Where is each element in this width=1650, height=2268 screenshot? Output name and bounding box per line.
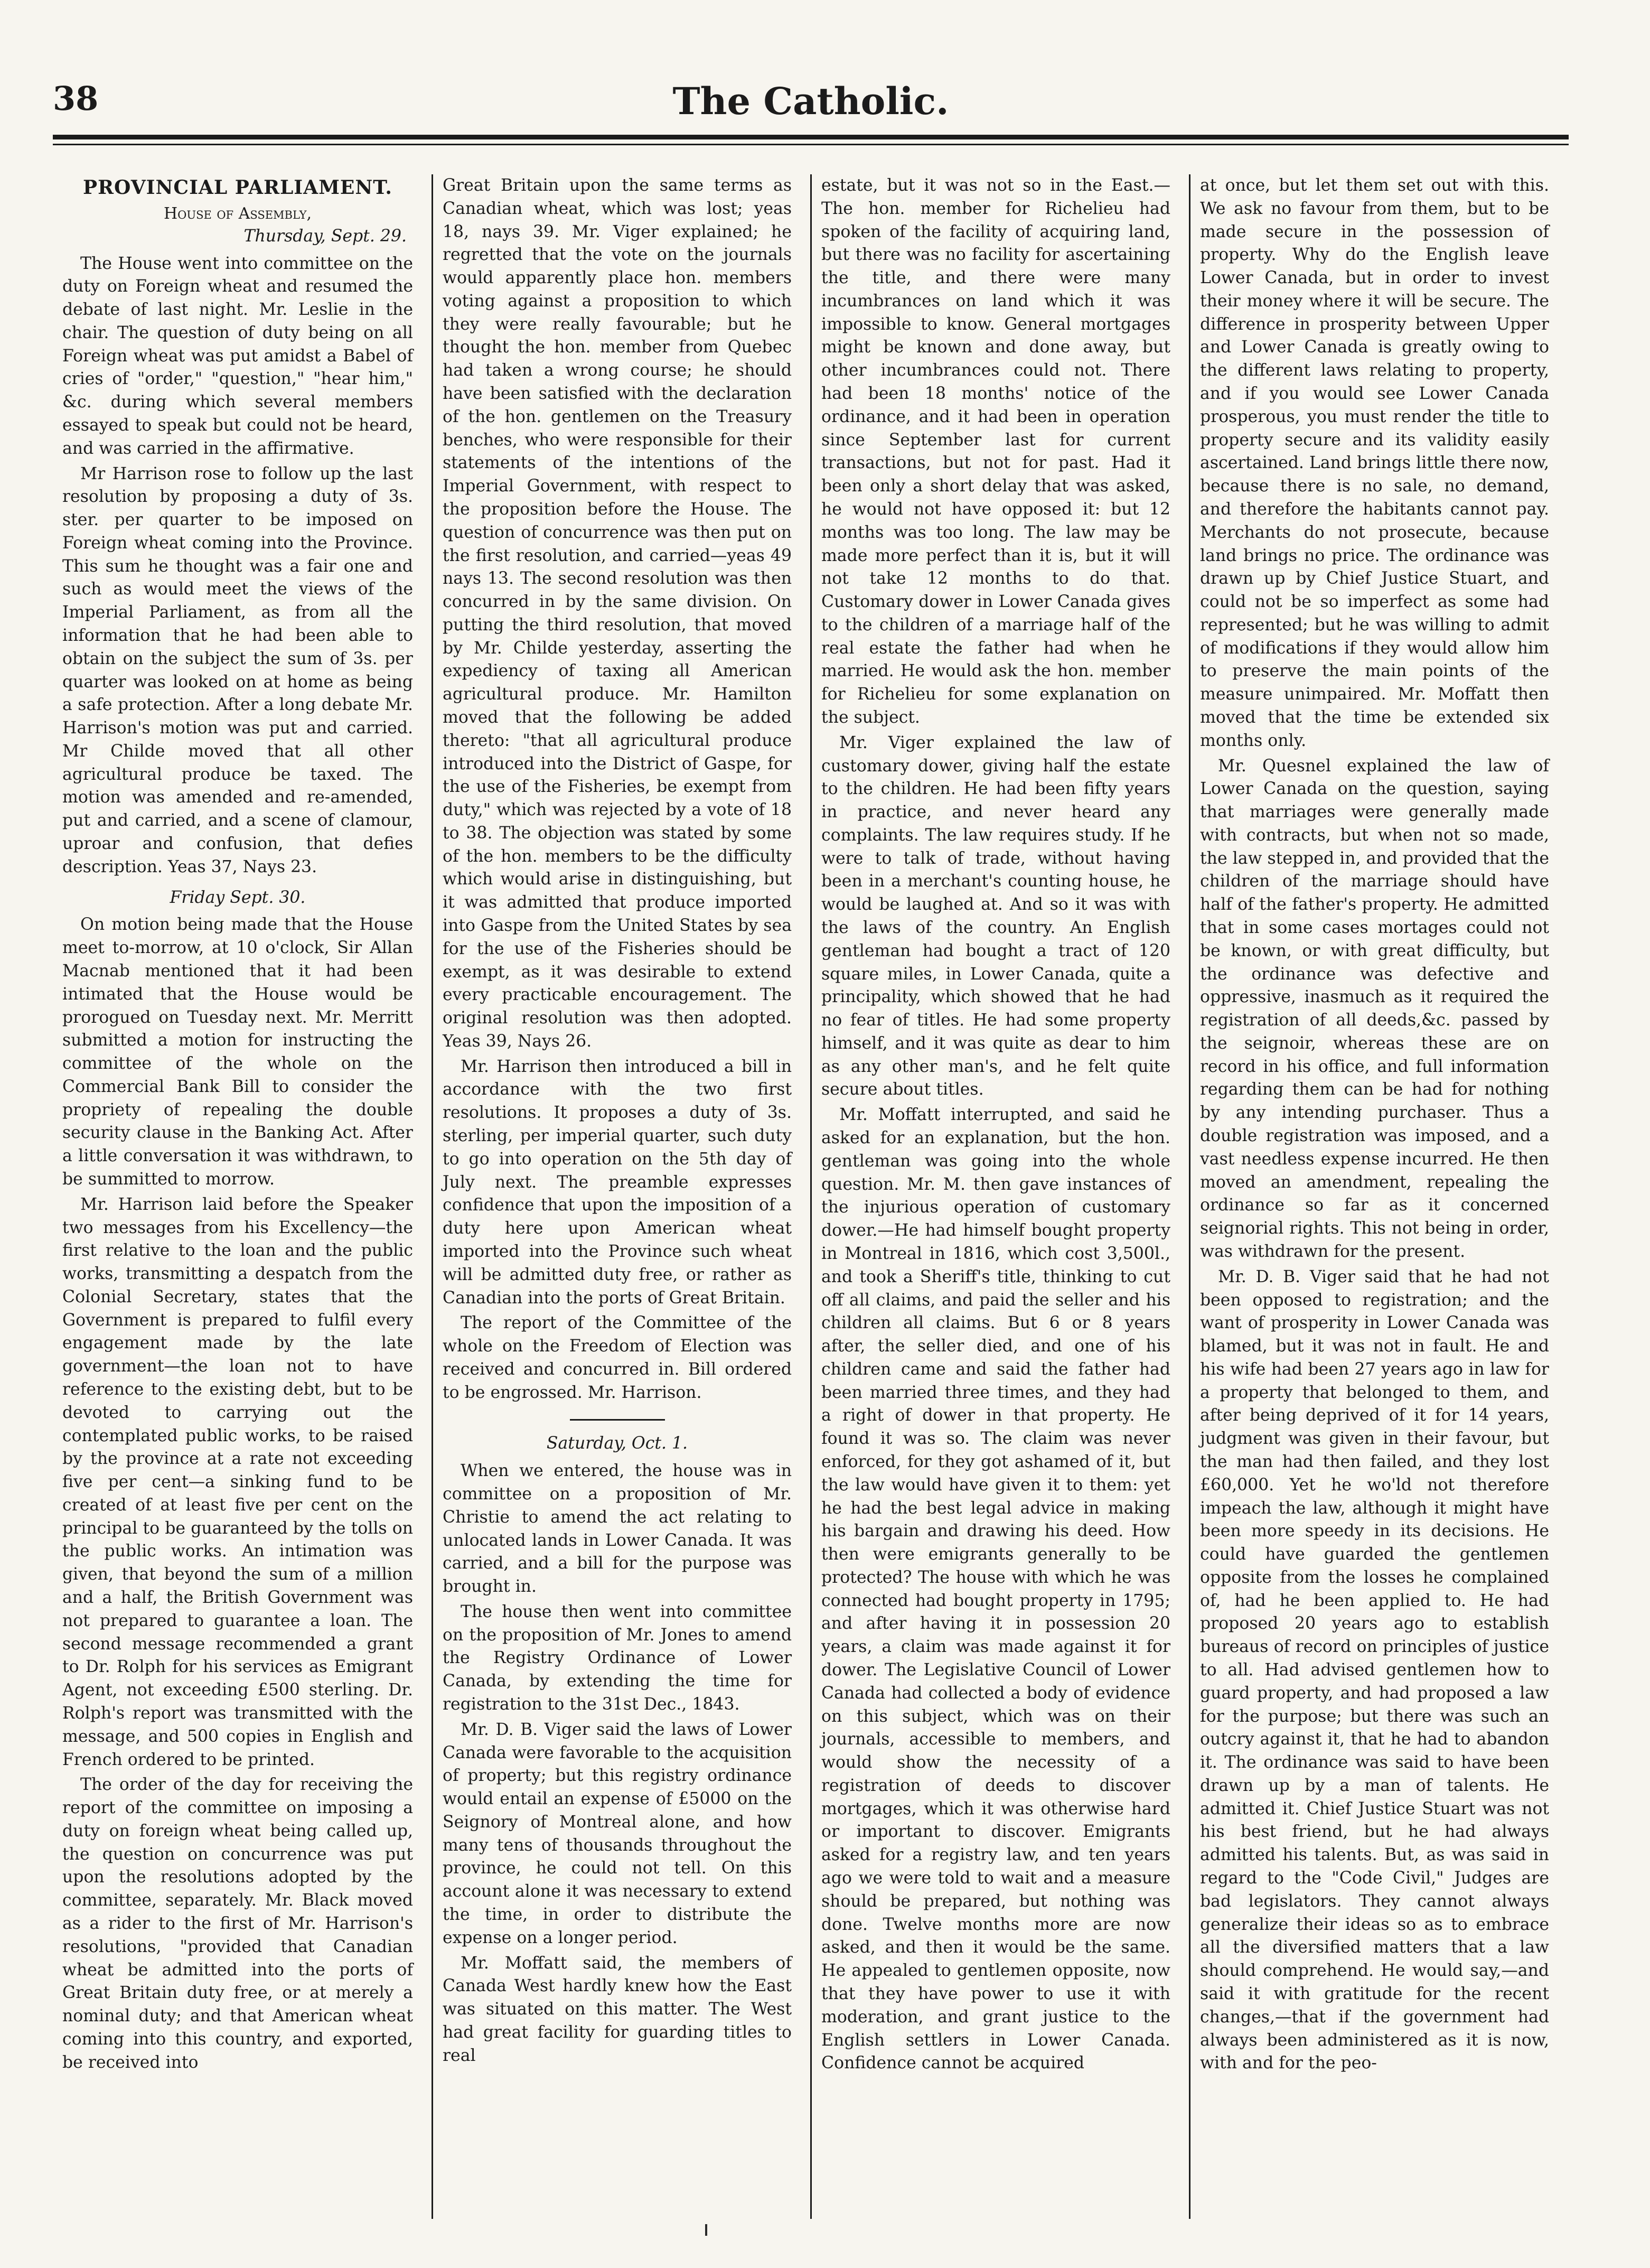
header-rule-thin <box>53 144 1569 145</box>
section-subtitle: House of Assembly, <box>164 204 312 223</box>
page-header <box>53 79 1569 137</box>
paragraph: Mr. Harrison laid before the Speaker two messages from his Excellency—the first relative to the loan and the public works, transmitting a despatch from the Colonial Secretary, states that the Government is prepared to fulfil every engagement made by the late government—the loan not to have reference to the existing debt, but to be devoted to carrying out the contemplated public works, to be raised by the province at a rate not exceeding five per cent—a sinking fund to be created of at least five per cent on the principal to be guaranteed by the tolls on the public works. An intimation was given, that beyond the sum of a million and a half, the British Government was not prepared to guarantee a loan. The second message recommended a grant to Dr. Rolph for his services as Emigrant Agent, not exceeding £500 sterling. Dr. Rolph's report was transmitted with the message, and 500 copies in English and French ordered to be printed. <box>62 1194 413 1769</box>
paragraph: On motion being made that the House meet to-morrow, at 10 o'clock, Sir Allan Macnab mentioned that it had been intimated that the House would be prorogued on Tuesday next. Mr. Merritt submitted a motion for instructing the committee of the whole on the Commercial Bank Bill to consider the propriety of repealing the double security clause in the Banking Act. After a little conversation it was withdrawn, to be summitted to morrow. <box>62 915 413 1189</box>
column-4 <box>1189 174 1559 2219</box>
footer-mark <box>705 2224 707 2236</box>
paragraph: Mr. Viger explained the law of customary dower, giving half the estate to the children. He had been fifty years in practice, and never heard any complaints. The law requires study. If he were to talk of trade, without having been in a merchant's counting house, he would be laughed at. And so it was with the laws of the country. An English gentleman had bought a tract of 120 square miles, in Lower Canada, quite a principality, which showed that he had no fear of titles. He had some property himself, and it was quite as dear to him as any other man's, and he felt quite secure about titles. <box>821 733 1170 1099</box>
paragraph: Mr Harrison rose to follow up the last resolution by proposing a duty of 3s. ster. per quarter to be imposed on Foreign wheat coming into the Province. This sum he thought was a fair one and such as would meet the views of the Imperial Parliament, as from all the information that he had been able to obtain on the subject the sum of 3s. per quarter was looked on at home as being a safe protection. After a long debate Mr. Harrison's motion was put and carried. Mr Childe moved that all other agricultural produce be taxed. The motion was amended and re-amended, put and carried, and a scene of clamour, uproar and confusion, that defies description. Yeas 37, Nays 23. <box>62 464 413 876</box>
paragraph: Mr. D. B. Viger said that he had not been opposed to registration; and the want of prosperity in Lower Canada was blamed, but it was not in fault. He and his wife had been 27 years ago in law for a property that belonged to them, and after being deprived of it for 14 years, judgment was given in their favour, but the man had then failed, and they lost £60,000. Yet he wo'ld not therefore impeach the law, although it might have been more speedy in its decisions. He could have guarded the gentlemen opposite from the losses he complained of, had he been applied to. He had proposed 20 years ago to establish bureaus of record on principles of justice to all. Had advised gentlemen how to guard property, and had proposed a law for the purpose; but there was such an outcry against it, that he had to abandon it. The ordinance was said to have been drawn up by a man of talents. He admitted it. Chief Justice Stuart was not his best friend, but he had always admitted his talents. But, as was said in regard to the "Code Civil," Judges are bad legislators. They cannot always generalize their ideas so as to embrace all the diversified matters that a law should comprehend. He would say,—and said it with gratitude for the recent changes,—that if the government had always been administered as it is now, with and for the peo- <box>1200 1267 1549 2073</box>
paragraph: estate, but it was not so in the East.—The hon. member for Richelieu had spoken of the facility of acquiring land, but there was no facility for ascertaining the title, and there were many incumbrances on land which it was impossible to know. General mortgages might be known and done away, but other incumbrances could not. There had been 18 months' notice of the ordinance, and it had been in operation since September last for current transactions, but not for past. Had it been only a short delay that was asked, he would not have opposed it: but 12 months was too long. The law may be made more perfect than it is, but it will not take 12 months to do that. Customary dower in Lower Canada gives to the children of a marriage half of the real estate the father had when he married. He would ask the hon. member for Richelieu for some explanation on the subject. <box>821 176 1170 727</box>
paragraph: Mr. Harrison then introduced a bill in accordance with the two first resolutions. It proposes a duty of 3s. sterling, per imperial quarter, such duty to go into operation on the 5th day of July next. The preamble expresses confidence that upon the imposition of a duty here upon American wheat imported into the Province such wheat will be admitted duty free, or rather as Canadian into the ports of Great Britain. <box>443 1057 792 1308</box>
dateline-friday: Friday Sept. 30. <box>170 888 306 907</box>
section-title: PROVINCIAL PARLIAMENT. <box>83 176 392 199</box>
column-1 <box>53 174 423 2219</box>
article-columns <box>53 174 1569 2219</box>
dateline-thursday: Thursday, Sept. 29. <box>243 226 407 246</box>
paragraph: Mr. Moffatt said, the members of Canada West hardly knew how the East was situated on this matter. The West had great facility for guarding titles to real <box>443 1953 792 2065</box>
paragraph: at once, but let them set out with this. We ask no favour from them, but to be made secure in the possession of property. Why do the English leave Lower Canada, but in order to invest their money where it will be secure. The difference in prosperity between Upper and Lower Canada is greatly owing to the different laws relating to property, and if you would see Lower Canada prosperous, you must render the title to property secure and its validity easily ascertained. Land brings little there now, because there is no sale, no demand, and therefore the habitants cannot pay. Merchants do not prosecute, because land brings no price. The ordinance was drawn up by Chief Justice Stuart, and could not be so imperfect as some had represented; but he was willing to admit of modifications if they would allow him to preserve the main points of the measure unimpaired. Mr. Moffatt then moved that the time be extended six months only. <box>1200 176 1549 750</box>
paragraph: The House went into committee on the duty on Foreign wheat and resumed the debate of last night. Mr. Leslie in the chair. The question of duty being on all Foreign wheat was put amidst a Babel of cries of "order," "question," "hear him," &c. during which several members essayed to speak but could not be heard, and was carried in the affirmative. <box>62 254 413 458</box>
paragraph: The report of the Committee of the whole on the Freedom of Election was received and concurred in. Bill ordered to be engrossed. Mr. Harrison. <box>443 1313 792 1402</box>
column-3 <box>810 174 1180 2219</box>
paragraph: Great Britain upon the same terms as Canadian wheat, which was lost; yeas 18, nays 39. Mr. Viger explained; he regretted that the vote on the journals would apparently place hon. members voting against a proposition to which they were really favourable; but he thought the hon. member from Quebec had taken a wrong course; he should have been satisfied with the declaration of the hon. gentlemen on the Treasury benches, who were responsible for their statements of the intentions of the Imperial Government, with respect to the proposition before the House. The question of concurrence was then put on the first resolution, and carried—yeas 49 nays 13. The second resolution was then concurred in by the same division. On putting the third resolution, that moved by Mr. Childe yesterday, asserting the expediency of taxing all American agricultural produce. Mr. Hamilton moved that the following be added thereto: "that all agricultural produce introduced into the District of Gaspe, for the use of the Fisheries, be exempt from duty," which was rejected by a vote of 18 to 38. The objection was stated by some of the hon. members to be the difficulty which would arise in distinguishing, but it was admitted that produce imported into Gaspe from the United States by sea for the use of the Fisheries should be exempt, as it was desirable to extend every practicable encouragement. The original resolution was then adopted. Yeas 39, Nays 26. <box>443 176 792 1051</box>
paragraph: Mr. D. B. Viger said the laws of Lower Canada were favorable to the acquisition of property; but this registry ordinance would entail an expense of £5000 on the Seignory of Montreal alone, and how many tens of thousands throughout the province, he could not tell. On this account alone it was necessary to extend the time, in order to distribute the expense on a longer period. <box>443 1720 792 1947</box>
dateline-saturday: Saturday, Oct. 1. <box>546 1434 688 1453</box>
paragraph: The house then went into committee on the proposition of Mr. Jones to amend the Registry Ordinance of Lower Canada, by extending the time for registration to the 31st Dec., 1843. <box>443 1602 792 1714</box>
paragraph: Mr. Quesnel explained the law of Lower Canada on the question, saying that marriages were generally made with contracts, but when not so made, the law stepped in, and provided that the children of the marriage should have half of the father's property. He admitted that in some cases mortages could not be known, or with great difficulty, but the ordinance was defective and oppressive, inasmuch as it required the registration of all deeds,&c. passed by the seignoir, whereas these are on record in his office, and full information regarding them can be had for nothing by any intending purchaser. Thus a double registration was imposed, and a vast needless expense incurred. He then moved an amendment, repealing the ordinance so far as it concerned seignorial rights. This not being in order, was withdrawn for the present. <box>1200 756 1549 1261</box>
page-number: 38 <box>53 79 99 118</box>
section-divider <box>570 1419 665 1421</box>
paragraph: The order of the day for receiving the report of the committee on imposing a duty on foreign wheat being called up, the question on concurrence was put upon the resolutions adopted by the committee, separately. Mr. Black moved as a rider to the first of Mr. Harrison's resolutions, "provided that Canadian wheat be admitted into the ports of Great Britain duty free, or at merely a nominal duty; and that American wheat coming into this country, and exported, be received into <box>62 1775 413 2072</box>
column-2 <box>432 174 801 2219</box>
paragraph: When we entered, the house was in committee on a proposition of Mr. Christie to amend the act relating to unlocated lands in Lower Canada. It was carried, and a bill for the purpose was brought in. <box>443 1461 792 1597</box>
paragraph: Mr. Moffatt interrupted, and said he asked for an explanation, but the hon. gentleman was going into the whole question. Mr. M. then gave instances of the injurious operation of customary dower.—He had himself bought property in Montreal in 1816, which cost 3,500l., and took a Sheriff's title, thinking to cut off all claims, and paid the seller and his children all claims. But 6 or 8 years after, the seller died, and one of his children came and said the father had been married three times, and they had a right of dower in that property. He found it was so. The claim was never enforced, for they got ashamed of it, but the law would have given it to them: yet he had the best legal advice in making his bargain and drawing his deed. How then were emigrants generally to be protected? The house with which he was connected had bought property in 1795; and after having it in possession 20 years, a claim was made against it for dower. The Legislative Council of Lower Canada had collected a body of evidence on this subject, which was on their journals, accessible to members, and would show the necessity of a registration of deeds to discover mortgages, which it was otherwise hard or important to discover. Emigrants asked for a registry law, and ten years ago we were told to wait and a measure should be prepared, but nothing was done. Twelve months more are now asked, and then it would be the same. He appealed to gentlemen opposite, now that they have power to use it with moderation, and grant justice to the English settlers in Lower Canada. Confidence cannot be acquired <box>821 1105 1170 2073</box>
header-rule-thick <box>53 135 1569 139</box>
masthead-title: The Catholic. <box>672 79 949 123</box>
